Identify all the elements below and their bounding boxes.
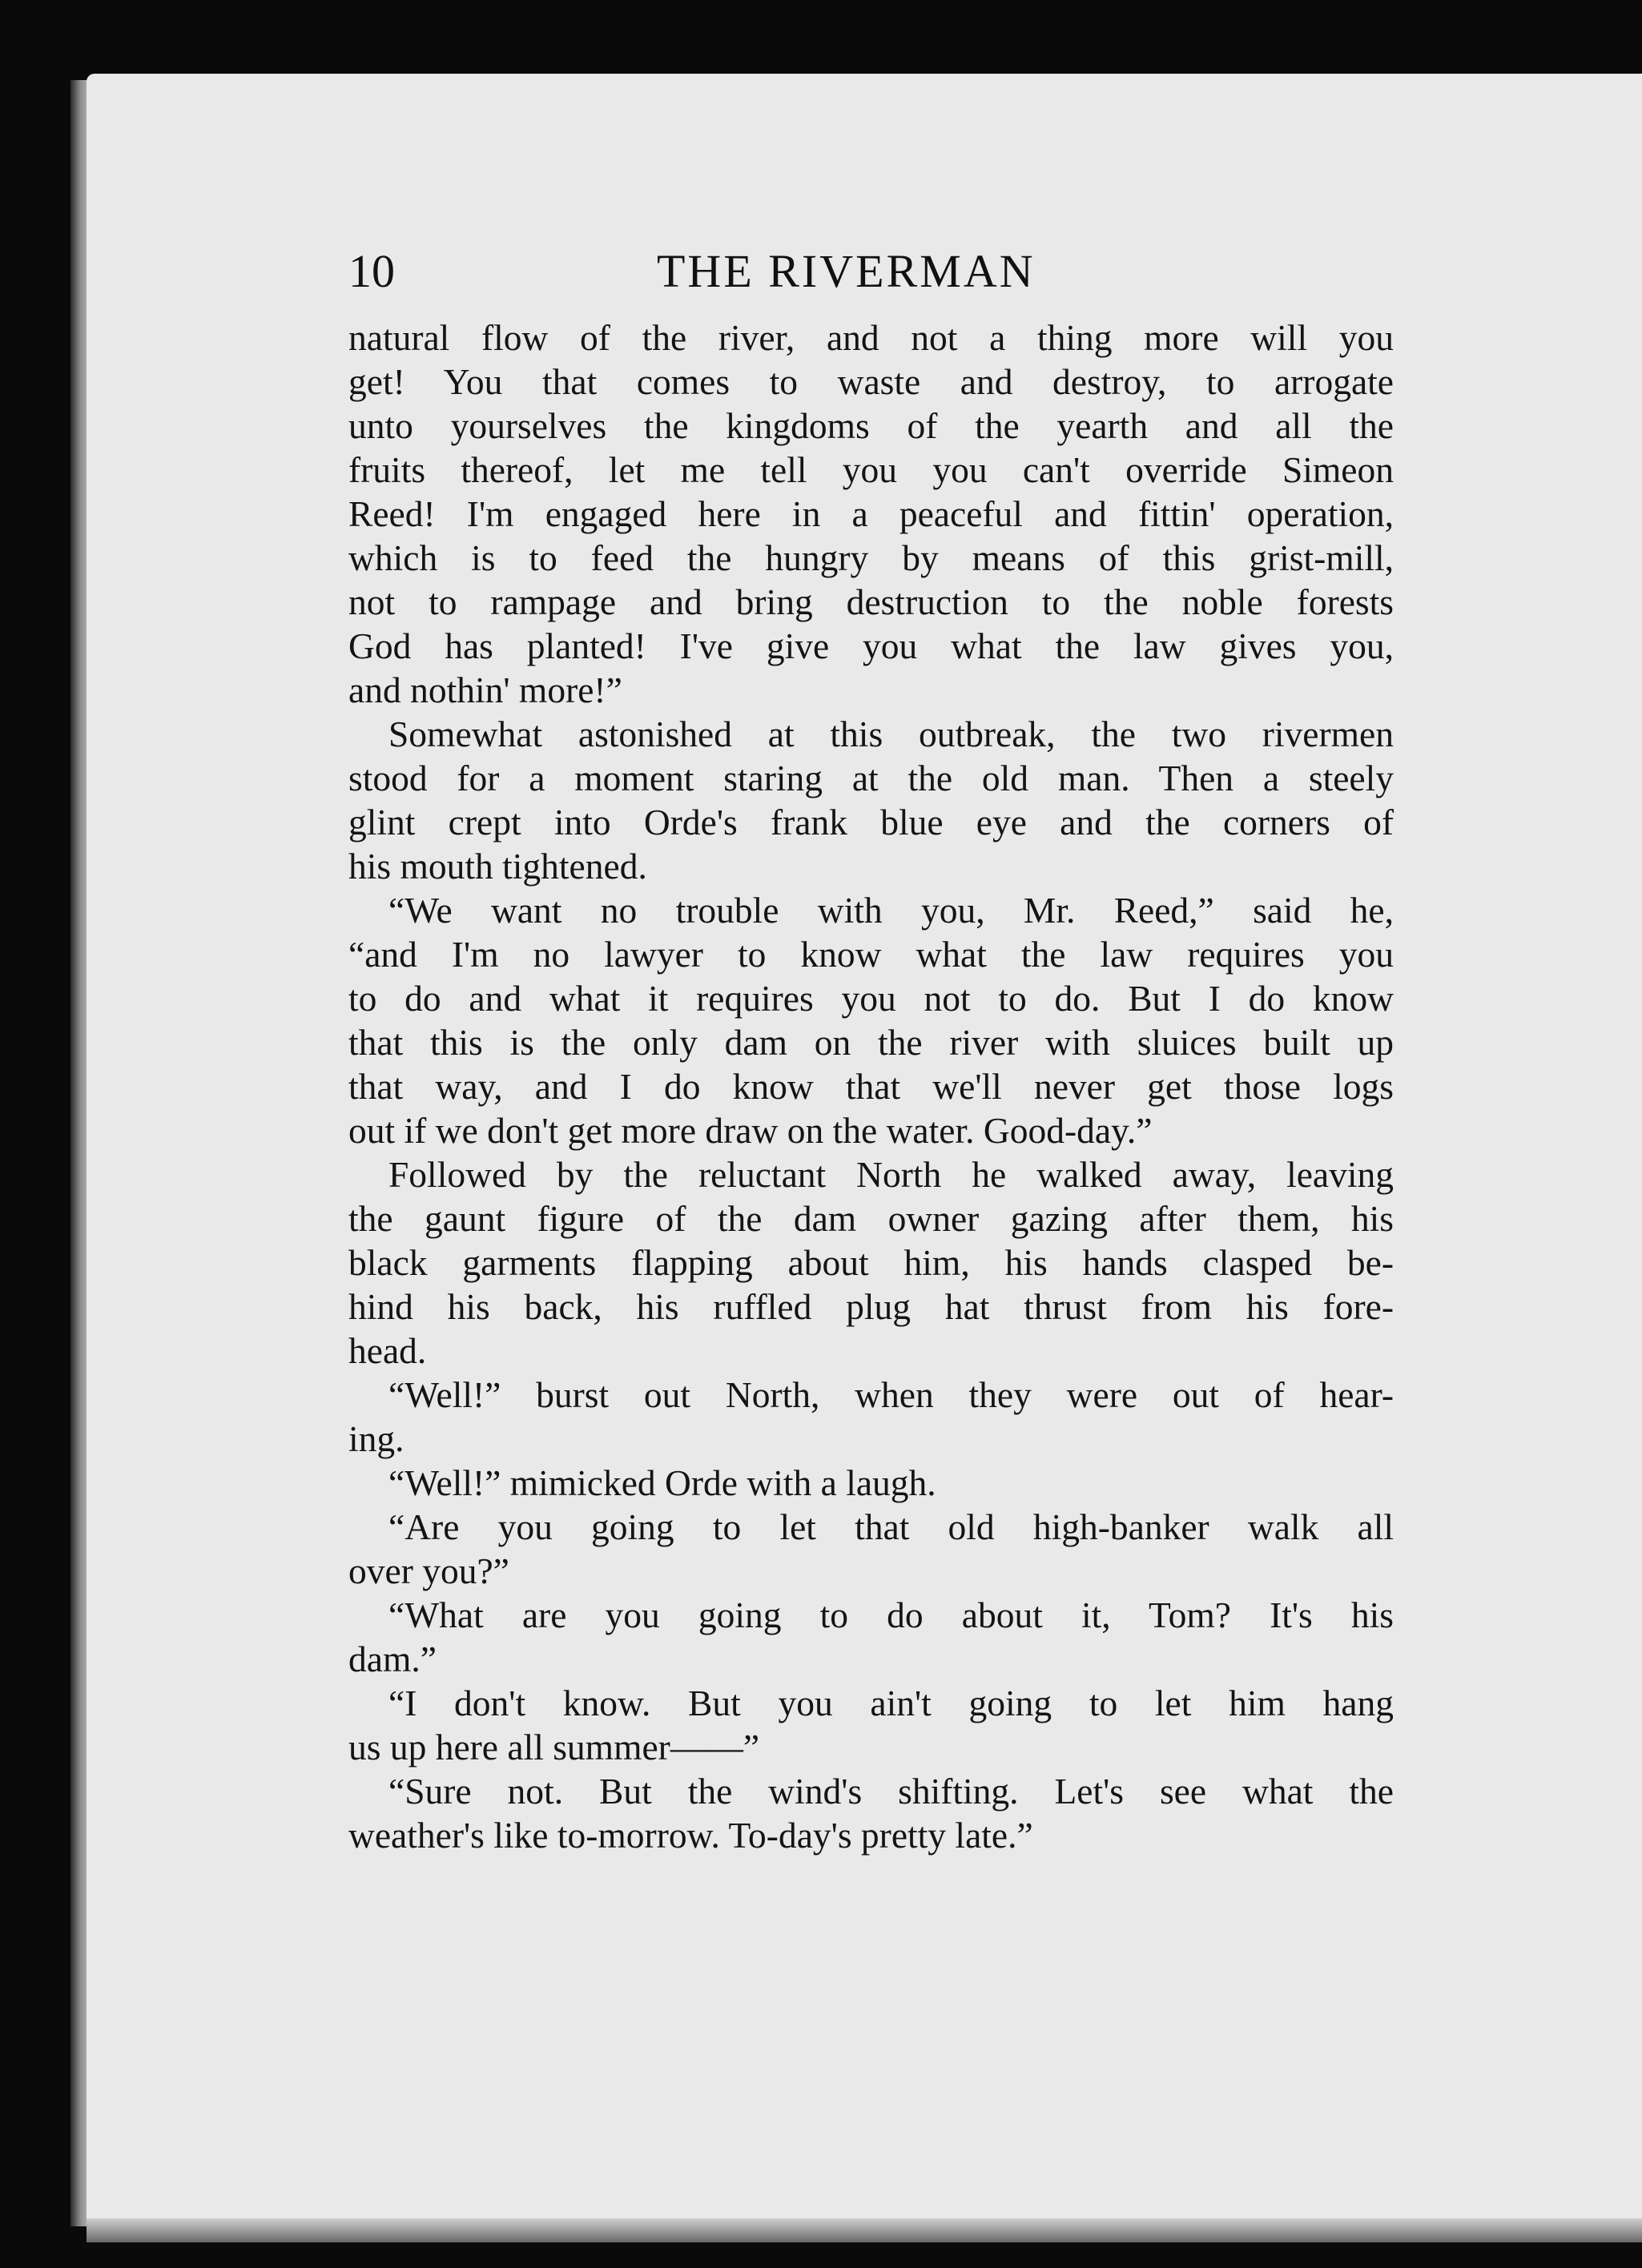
text-line: stood for a moment staring at the old man. Then a steely [348, 758, 1394, 798]
paragraph [348, 1152, 1394, 1373]
page-bottom-shadow [87, 2218, 1642, 2242]
text-line: Followed by the reluctant North he walked away, leaving [388, 1154, 1394, 1195]
text-line: that this is the only dam on the river with sluices built up [348, 1022, 1394, 1063]
text-line: black garments flapping about him, his hands clasped be- [348, 1242, 1394, 1283]
paragraph [348, 1769, 1394, 1857]
text-line: “Are you going to let that old high-banker walk all [388, 1506, 1394, 1547]
text-line: Somewhat astonished at this outbreak, the two rivermen [388, 714, 1394, 754]
paragraph [348, 712, 1394, 888]
text-line: get! You that comes to waste and destroy, to arrogate [348, 361, 1394, 402]
text-line: to do and what it requires you not to do. But I do know [348, 978, 1394, 1019]
paragraph [348, 316, 1394, 712]
text-line: “I don't know. But you ain't going to let him hang [388, 1683, 1394, 1723]
text-line: Reed! I'm engaged here in a peaceful and fittin' operation, [348, 493, 1394, 534]
text-line: natural flow of the river, and not a thing more will you [348, 317, 1394, 358]
paragraph [348, 1593, 1394, 1681]
text-line: “We want no trouble with you, Mr. Reed,” said he, [388, 890, 1394, 931]
paragraph [348, 1505, 1394, 1593]
text-line: over you?” [348, 1550, 509, 1591]
text-line: dam.” [348, 1639, 437, 1679]
text-line: “What are you going to do about it, Tom? It's his [388, 1594, 1394, 1635]
text-line: “and I'm no lawyer to know what the law requires you [348, 934, 1394, 975]
body-text [348, 316, 1394, 1857]
paragraph [348, 1461, 1394, 1505]
text-line: hind his back, his ruffled plug hat thrust from his fore- [348, 1286, 1394, 1327]
paragraph [348, 1681, 1394, 1769]
paragraph [348, 888, 1394, 1152]
text-line: weather's like to-morrow. To-day's pretty late.” [348, 1815, 1033, 1856]
text-line: that way, and I do know that we'll never get those logs [348, 1066, 1394, 1107]
text-line: and nothin' more!” [348, 670, 622, 710]
text-line: the gaunt figure of the dam owner gazing after them, his [348, 1198, 1394, 1239]
text-line: God has planted! I've give you what the law gives you, [348, 625, 1394, 666]
text-line: unto yourselves the kingdoms of the yearth and all the [348, 405, 1394, 446]
text-line: glint crept into Orde's frank blue eye and the corners of [348, 802, 1394, 842]
text-line: ing. [348, 1418, 404, 1459]
text-line: “Well!” burst out North, when they were out of hear- [388, 1374, 1394, 1415]
text-line: head. [348, 1330, 427, 1371]
running-head [348, 244, 1394, 308]
text-line: which is to feed the hungry by means of this grist-mill, [348, 537, 1394, 578]
text-line: out if we don't get more draw on the water. Good-day.” [348, 1110, 1153, 1151]
running-title: THE RIVERMAN [657, 245, 1036, 297]
text-line: “Well!” mimicked Orde with a laugh. [388, 1462, 936, 1503]
page-number: 10 [348, 245, 395, 297]
paragraph [348, 1373, 1394, 1461]
text-line: his mouth tightened. [348, 846, 647, 887]
text-line: not to rampage and bring destruction to the noble forests [348, 581, 1394, 622]
text-line: “Sure not. But the wind's shifting. Let's see what the [388, 1771, 1394, 1812]
text-line: us up here all summer——” [348, 1727, 760, 1767]
text-line: fruits thereof, let me tell you you can't override Simeon [348, 449, 1394, 490]
